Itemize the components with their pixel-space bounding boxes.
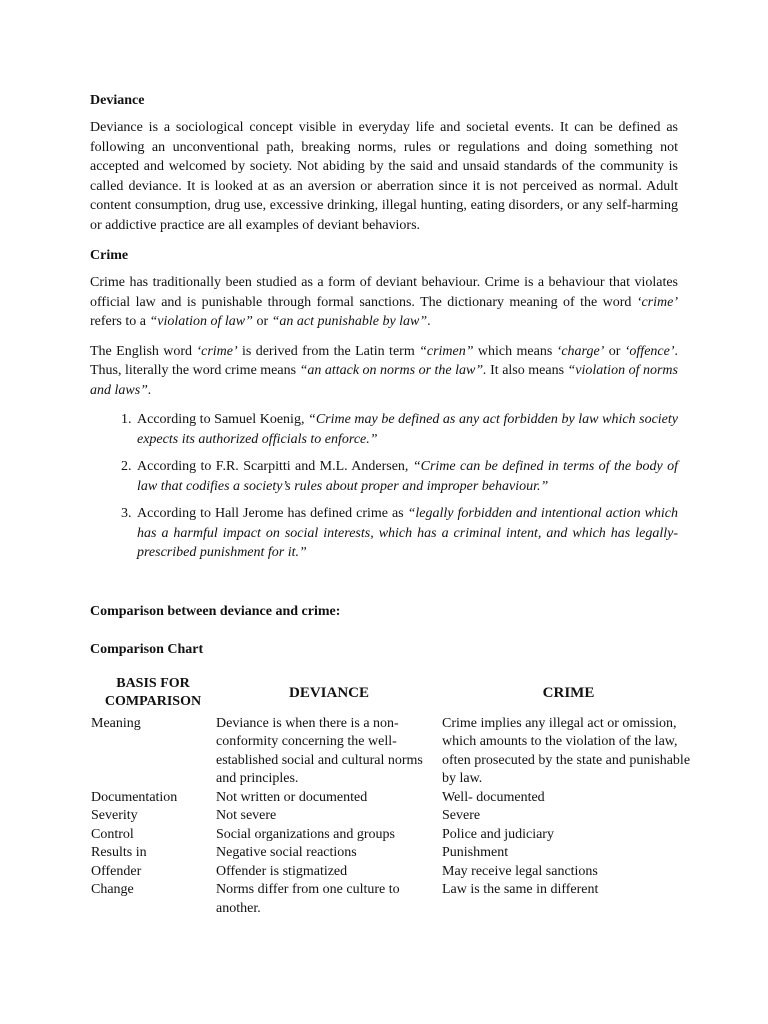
definition-source: According to F.R. Scarpitti and M.L. Andersen, (137, 459, 413, 474)
list-item (135, 457, 678, 496)
italic-run: “an act punishable by law” (271, 314, 428, 329)
definition-quote: “legally forbidden and intentional action which has a harmful impact on social interests, which has a criminal intent, and which has legally-prescribed punishment for it.” (137, 506, 679, 560)
table-cell: Negative social reactions (216, 845, 357, 860)
text-run: . Thus, literally the word crime means (90, 343, 678, 378)
italic-run: “an attack on norms or the law”. (299, 363, 487, 378)
table-cell: Well- documented (442, 789, 545, 805)
table-cell: Social organizations and groups (216, 826, 395, 842)
crime-paragraph-2 (90, 342, 678, 401)
deviance-paragraph: Deviance is a sociological concept visible in everyday life and societal events. It can be defined as following an unconventional path, breaking norms, rules or regulations and doing something not accepted and welcomed by society. Not abiding by the said and unsaid standards of the community is called deviance. It is looked at as an aversion or aberration since it is not perceived as normal. Adult content consumption, drug use, excessive drinking, illegal hunting, eating disorders, or any self-harming or addictive practice are all examples of deviant behaviors. (90, 120, 678, 233)
text-run: or (252, 314, 272, 329)
italic-run: “crimen” (419, 343, 474, 359)
italic-run: “violation of norms and laws”. (90, 363, 678, 398)
table-cell: Results in (91, 845, 147, 860)
text-run: The English word (90, 343, 197, 359)
crime-heading: Crime (90, 248, 129, 263)
text-run: or (604, 343, 625, 359)
text-run: is derived from the Latin term (237, 343, 420, 359)
table-cell: Not severe (216, 808, 277, 823)
table-cell: Not written or documented (216, 789, 368, 805)
comparison-heading: Comparison between deviance and crime: (90, 603, 341, 619)
table-cell: Law is the same in different (442, 882, 599, 897)
comparison-chart-title: Comparison Chart (90, 641, 204, 657)
table-cell: Change (91, 882, 134, 897)
table-row (90, 715, 695, 789)
table-cell: Police and judiciary (442, 826, 554, 842)
table-cell: Norms differ from one culture to another. (216, 882, 400, 916)
document-page (90, 92, 691, 918)
table-row (90, 881, 695, 918)
table-row (90, 826, 695, 845)
text-run: which means (473, 343, 557, 359)
table-row (90, 807, 695, 826)
list-item (135, 504, 678, 563)
table-cell: Severe (442, 808, 481, 823)
definition-quote: “Crime may be defined as any act forbidden by law which society expects its authorized officials to enforce.” (137, 412, 678, 447)
section-spacer (90, 571, 678, 603)
deviance-heading: Deviance (90, 93, 145, 108)
column-header-crime: CRIME (542, 684, 595, 701)
table-row (90, 789, 695, 808)
text-run: Crime has traditionally been studied as a form of deviant behaviour. Crime is a behaviour that violates official law and is punishable through formal sanctions. The dictionary meaning of the word (90, 275, 678, 310)
table-cell: May receive legal sanctions (442, 863, 598, 879)
definition-source: According to Samuel Koenig, (137, 412, 309, 427)
table-row (90, 863, 695, 882)
table-row (90, 844, 695, 863)
italic-run: ‘crime’ (196, 343, 238, 359)
crime-paragraph-1 (90, 273, 678, 332)
italic-run: ‘offence’ (624, 343, 675, 359)
text-run: It also means (486, 363, 568, 378)
table-cell: Deviance is when there is a non-conformity concerning the well-established social and cultural norms and principles. (216, 715, 423, 786)
table-cell: Offender (91, 863, 142, 879)
text-run: refers to a (90, 314, 150, 329)
list-item (135, 410, 678, 449)
definition-source: According to Hall Jerome has defined crime as (137, 506, 408, 521)
italic-run: ‘crime’ (636, 294, 678, 310)
italic-run: “violation of law” (149, 314, 253, 329)
comparison-table (90, 673, 695, 919)
table-header-row (90, 673, 695, 715)
table-cell: Crime implies any illegal act or omission, which amounts to the violation of the law, often prosecuted by the state and punishable by law. (442, 715, 691, 786)
column-header-basis: BASIS FOR COMPARISON (104, 675, 202, 709)
column-header-deviance: DEVIANCE (288, 684, 369, 701)
table-cell: Control (91, 826, 134, 842)
crime-definitions-list (90, 410, 678, 563)
table-cell: Documentation (91, 789, 178, 805)
definition-quote: “Crime can be defined in terms of the body of law that codifies a society’s rules about proper and improper behaviour.” (137, 459, 678, 494)
table-cell: Punishment (442, 845, 509, 860)
table-cell: Severity (91, 808, 138, 823)
italic-run: ‘charge’ (556, 343, 605, 359)
text-run: . (427, 314, 431, 329)
table-cell: Meaning (91, 715, 141, 731)
table-cell: Offender is stigmatized (216, 863, 348, 879)
